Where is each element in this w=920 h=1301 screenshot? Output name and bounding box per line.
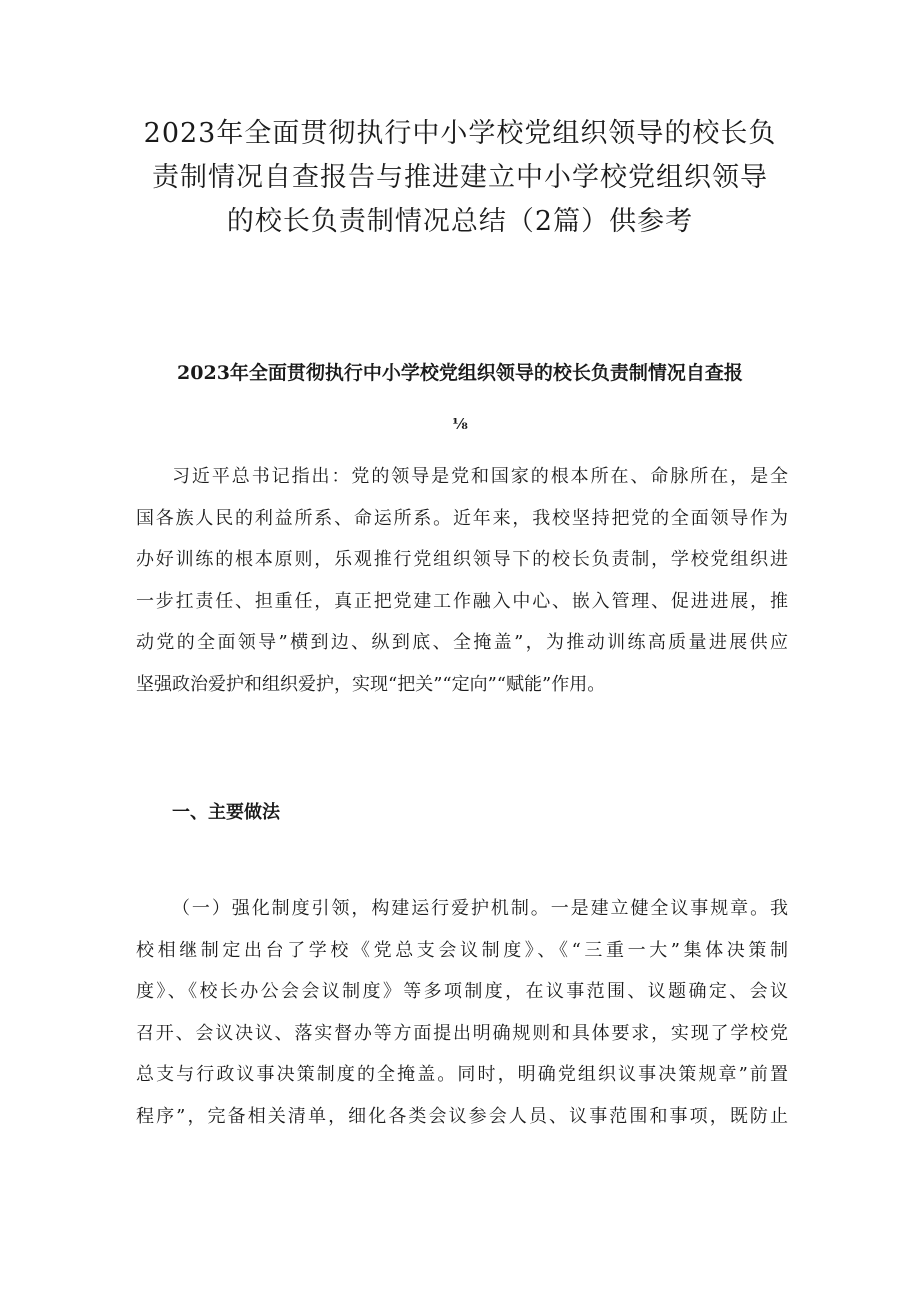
document-title — [100, 112, 820, 244]
title-line: 2023年全面贯彻执行中小学校党组织领导的校长负 — [143, 118, 777, 149]
paragraph-line: 总支与行政议事决策制度的全掩盖。同时，明确党组织议事决策规章”前置 — [136, 1064, 788, 1085]
paragraph-line: 国各族人民的利益所系、命运所系。近年来，我校坚持把党的全面领导作为 — [136, 507, 788, 529]
intro-paragraph — [136, 456, 788, 705]
title-line: 的校长负责制情况总结（2篇）供参考 — [226, 206, 694, 237]
title-line: 责制情况自查报告与推进建立中小学校党组织领导 — [152, 162, 768, 193]
section-title: 2023年全面贯彻执行中小学校党组织领导的校长负责制情况自查报 — [177, 362, 743, 384]
paragraph-line: 程序”，完备相关清单，细化各类会议参会人员、议事范围和事项，既防止 — [136, 1105, 788, 1127]
paragraph-line: 召开、会议决议、落实督办等方面提出明确规则和具体要求，实现了学校党 — [136, 1022, 788, 1044]
paragraph-line: 度》、《校长办公会会议制度》等多项制度，在议事范围、议题确定、会议 — [136, 981, 788, 1002]
paragraph-line: 习近平总书记指出：党的领导是党和国家的根本所在、命脉所在，是全 — [172, 466, 788, 487]
body-paragraph — [136, 888, 788, 1137]
paragraph-line: 校相继制定出台了学校《党总支会议制度》、《“三重一大”集体决策制 — [136, 939, 788, 961]
paragraph-line: 动党的全面领导”横到边、纵到底、全掩盖”，为推动训练高质量进展供应 — [136, 632, 788, 653]
paragraph-line: 坚强政治爱护和组织爱护，实现“把关”“定向”“赋能”作用。 — [136, 673, 606, 695]
section-heading: 一、主要做法 — [172, 802, 280, 823]
section-title-tail: ⅛ — [452, 415, 468, 433]
paragraph-line: （一）强化制度引领，构建运行爱护机制。一是建立健全议事规章。我 — [172, 898, 788, 919]
paragraph-line: 一步扛责任、担重任，真正把党建工作融入中心、嵌入管理、促进进展，推 — [136, 590, 788, 612]
paragraph-line: 办好训练的根本原则，乐观推行党组织领导下的校长负责制，学校党组织进 — [136, 549, 788, 570]
